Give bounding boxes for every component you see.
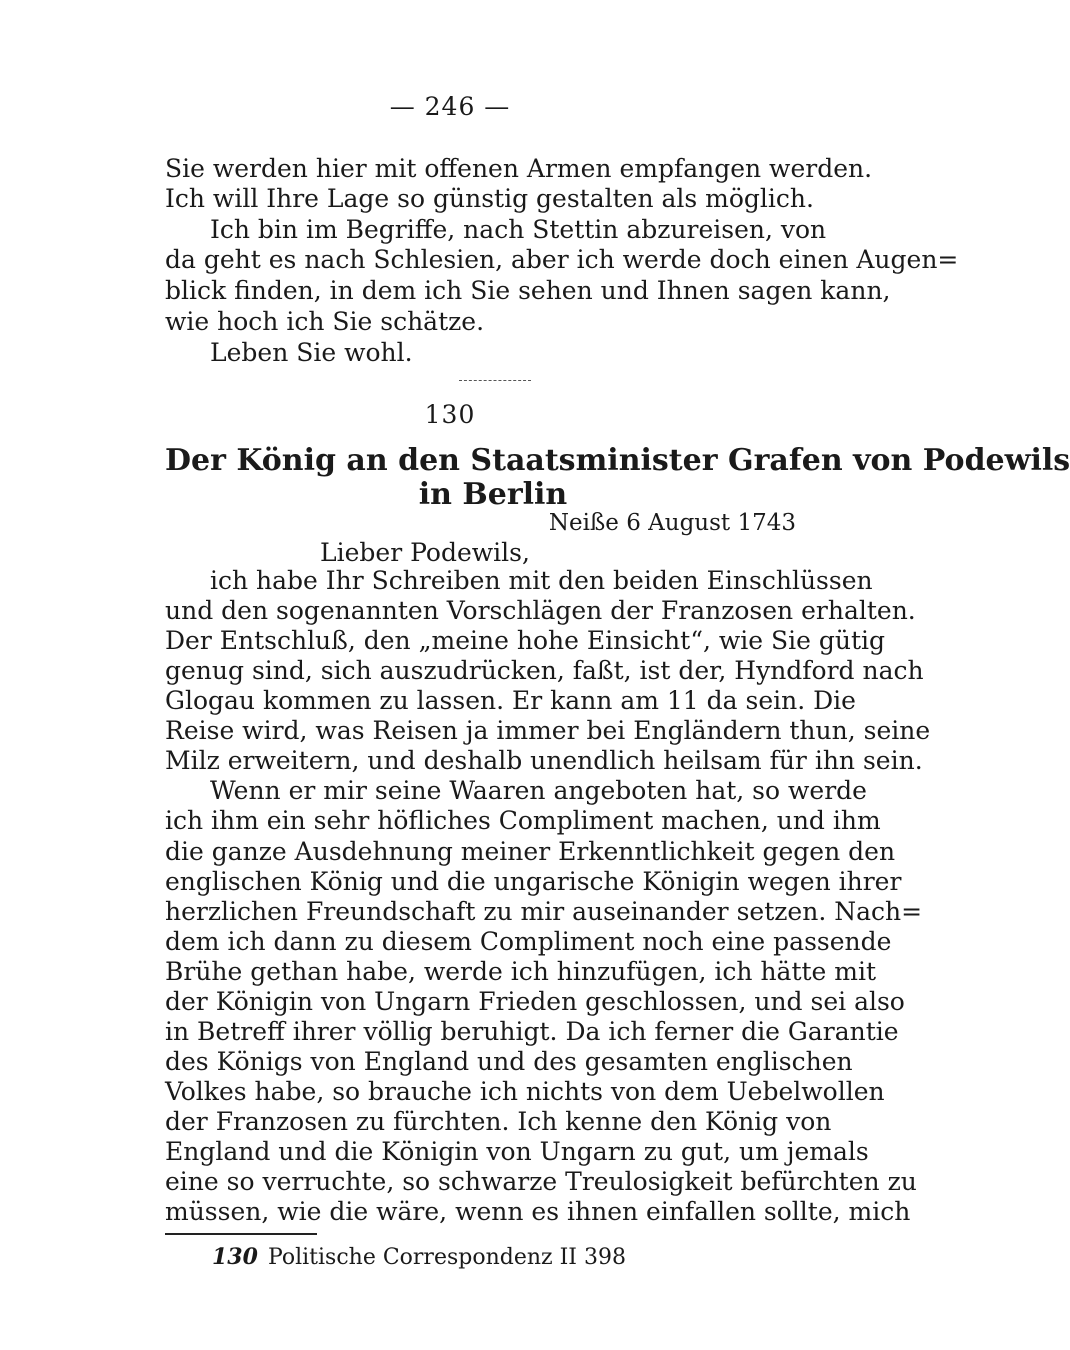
letter-title-line2: in Berlin xyxy=(418,477,568,512)
text-line: in Betreff ihrer völlig beruhigt. Da ich ferner die Garantie xyxy=(165,1017,899,1046)
text-line: England und die Königin von Ungarn zu gut, um jemals xyxy=(165,1137,869,1166)
text-line: der Franzosen zu fürchten. Ich kenne den König von xyxy=(165,1107,832,1136)
page-number: — 246 — xyxy=(389,92,511,121)
footnote-rule xyxy=(165,1233,317,1235)
text-line: Glogau kommen zu lassen. Er kann am 11 da sein. Die xyxy=(165,686,856,715)
section-separator xyxy=(459,380,531,381)
text-line: Reise wird, was Reisen ja immer bei Engländern thun, seine xyxy=(165,716,931,745)
text-line: Leben Sie wohl. xyxy=(210,338,413,367)
text-line: Brühe gethan habe, werde ich hinzufügen, ich hätte mit xyxy=(165,957,877,986)
dateline: Neiße 6 August 1743 xyxy=(548,510,796,536)
text-line: Wenn er mir seine Waaren angeboten hat, so werde xyxy=(210,776,867,805)
salutation: Lieber Podewils, xyxy=(320,538,530,567)
text-line: der Königin von Ungarn Frieden geschlossen, und sei also xyxy=(165,987,905,1016)
text-line: Der Entschluß, den „meine hohe Einsicht“, wie Sie gütig xyxy=(165,626,886,655)
text-line: Ich will Ihre Lage so günstig gestalten als möglich. xyxy=(165,184,814,213)
text-line: die ganze Ausdehnung meiner Erkenntlichkeit gegen den xyxy=(165,837,896,866)
text-line: herzlichen Freundschaft zu mir auseinander setzen. Nach= xyxy=(165,897,923,926)
footnote xyxy=(212,1242,626,1273)
text-line: da geht es nach Schlesien, aber ich werde doch einen Augen= xyxy=(165,245,959,274)
text-line: Ich bin im Begriffe, nach Stettin abzureisen, von xyxy=(210,215,827,244)
text-line: eine so verruchte, so schwarze Treulosigkeit befürchten zu xyxy=(165,1167,917,1196)
text-line: dem ich dann zu diesem Compliment noch eine passende xyxy=(165,927,892,956)
footnote-number: 130 xyxy=(212,1244,258,1270)
text-line: blick finden, in dem ich Sie sehen und Ihnen sagen kann, xyxy=(165,276,891,305)
text-line: genug sind, sich auszudrücken, faßt, ist der, Hyndford nach xyxy=(165,656,924,685)
footnote-text: Politische Correspondenz II 398 xyxy=(267,1245,626,1270)
text-line: ich ihm ein sehr höfliches Compliment machen, und ihm xyxy=(165,806,881,835)
text-line: Milz erweitern, und deshalb unendlich heilsam für ihn sein. xyxy=(165,746,923,775)
text-line: ich habe Ihr Schreiben mit den beiden Einschlüssen xyxy=(210,566,873,595)
text-line: wie hoch ich Sie schätze. xyxy=(165,307,485,336)
text-line: und den sogenannten Vorschlägen der Franzosen erhalten. xyxy=(165,596,916,625)
text-line: des Königs von England und des gesamten englischen xyxy=(165,1047,853,1076)
text-line: Sie werden hier mit offenen Armen empfangen werden. xyxy=(165,154,873,183)
text-line: englischen König und die ungarische Königin wegen ihrer xyxy=(165,867,902,896)
letter-title: Der König an den Staatsminister Grafen von Podewils xyxy=(165,443,1070,478)
text-line: müssen, wie die wäre, wenn es ihnen einfallen sollte, mich xyxy=(165,1197,911,1226)
letter-number: 130 xyxy=(424,400,476,429)
text-line: Volkes habe, so brauche ich nichts von dem Uebelwollen xyxy=(165,1077,885,1106)
